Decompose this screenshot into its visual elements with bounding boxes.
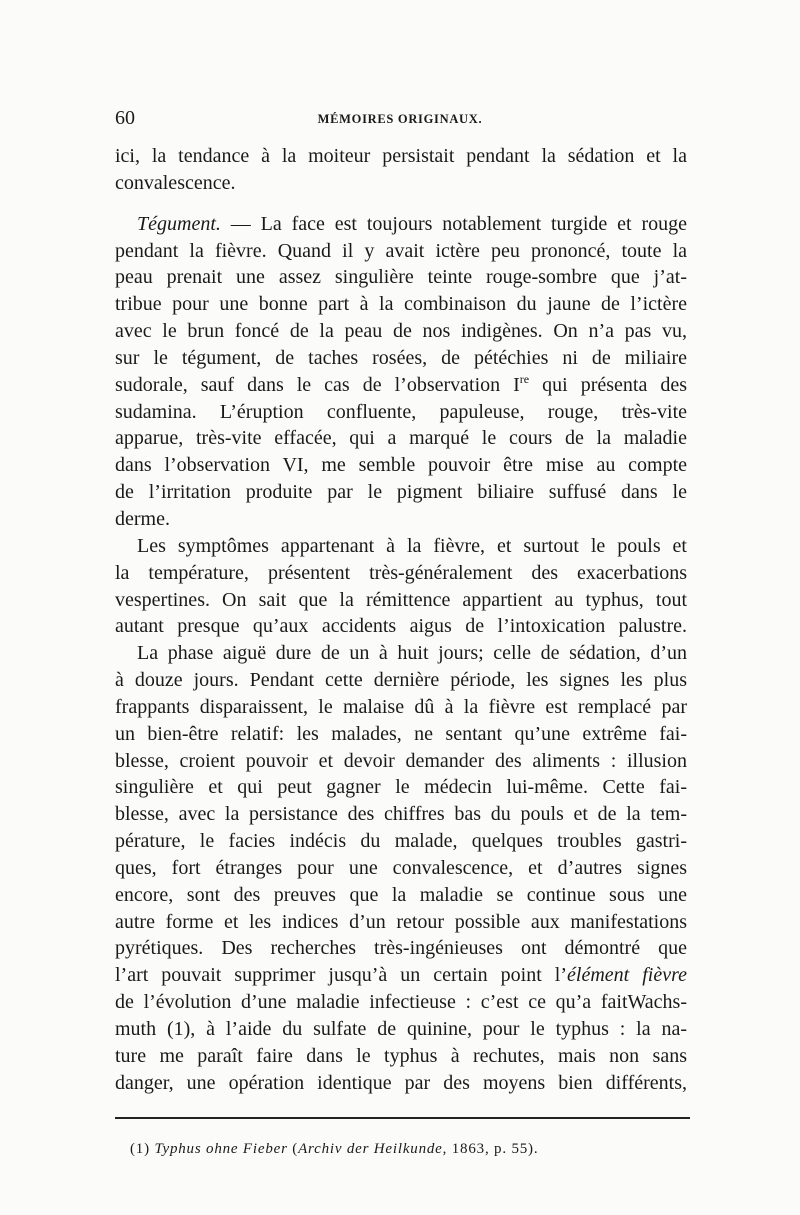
text-line: singulière et qui peut gagner le médecin lui-même. Cette fai- [115,776,687,799]
text-line: la température, présentent très-généralement des exacerbations [115,561,687,584]
text-line: vespertines. On sait que la rémittence appartient au typhus, tout [115,588,687,611]
text-line [115,211,687,238]
text-line: apparue, très-vite effacée, qui a marqué le cours de la maladie [115,427,687,450]
paragraph-gap [115,197,687,211]
footnote-journal: Archiv der Heilkunde [298,1141,443,1157]
text-line: de l’évolution d’une maladie infectieuse : c’est ce qu’a faitWachs- [115,991,687,1014]
text-line: blesse, croient pouvoir et devoir demander des aliments : illusion [115,749,687,772]
text-line: encore, sont des preuves que la maladie se continue sous une [115,883,687,906]
text-segment: sudorale, sauf dans le cas de l’observation I [115,373,520,396]
emphasis: élément fièvre [567,964,687,987]
text-line: autre forme et les indices d’un retour possible aux manifestations [115,910,687,933]
text-line: à douze jours. Pendant cette dernière période, les signes les plus [115,669,687,692]
text-segment: l’art pouvait supprimer jusqu’à un certain point l’ [115,964,568,987]
text-line [115,372,687,399]
footnote [130,1139,538,1159]
text-line: muth (1), à l’aide du sulfate de quinine, pour le typhus : la na- [115,1018,687,1040]
text-line: tribue pour une bonne part à la combinaison du jaune de l’ictère [115,293,687,316]
text-line: sur le tégument, de taches rosées, de pétéchies ni de miliaire [115,346,687,369]
text-line: avec le brun foncé de la peau de nos indigènes. On n’a pas vu, [115,320,687,343]
text-line: ques, fort étranges pour une convalescence, et d’autres signes [115,856,687,879]
footnote-title: Typhus ohne Fieber [154,1141,288,1157]
text-line: danger, une opération identique par des moyens bien différents, [115,1071,687,1094]
text-line: blesse, avec la persistance des chiffres bas du pouls et de la tem- [115,803,687,826]
paragraph [115,143,687,197]
running-title: MÉMOIRES ORIGINAUX. [317,112,483,126]
text-line: autant presque qu’aux accidents aigus de l’intoxication palustre. [115,615,687,638]
text-line: peau prenait une assez singulière teinte rouge-sombre que j’at- [115,266,687,289]
superscript: re [519,371,530,386]
text-line: pendant la fièvre. Quand il y avait ictère peu prononcé, toute la [115,239,687,262]
body-text [115,143,687,1097]
footnote-text: , 1863, p. 55). [442,1141,539,1157]
text-line: un bien-être relatif: les malades, ne sentant qu’une extrême fai- [115,722,687,745]
section-heading: Tégument. [137,212,221,235]
paragraph [115,640,687,1096]
text-line: pérature, le facies indécis du malade, quelques troubles gastri- [115,830,687,853]
footnote-rule [115,1117,690,1119]
text-line: Les symptômes appartenant à la fièvre, et surtout le pouls et [137,534,687,557]
text-line: frappants disparaissent, le malaise dû à la fièvre est remplacé par [115,695,687,718]
footnote-text: ( [287,1141,299,1157]
footnote-marker: (1) [130,1141,155,1157]
text-segment: — La face est toujours notablement turgide et rouge [220,212,687,235]
text-line: La phase aiguë dure de un à huit jours; celle de sédation, d’un [137,642,687,665]
text-line: ture me paraît faire dans le typhus à rechutes, mais non sans [115,1044,687,1067]
text-line: convalescence. [115,171,236,194]
text-line: ici, la tendance à la moiteur persistait pendant la sédation et la [115,145,687,167]
paragraph [115,533,687,640]
page-number: 60 [115,107,135,129]
text-line [115,962,687,989]
text-line: pyrétiques. Des recherches très-ingénieuses ont démontré que [115,937,687,960]
text-line: sudamina. L’éruption confluente, papuleuse, rouge, très-vite [115,400,687,423]
text-segment: qui présenta des [529,373,687,396]
text-line: de l’irritation produite par le pigment biliaire suffusé dans le [115,481,687,504]
text-line: dans l’observation VI, me semble pouvoir être mise au compte [115,454,687,477]
paragraph [115,211,687,533]
text-line: derme. [115,507,170,530]
